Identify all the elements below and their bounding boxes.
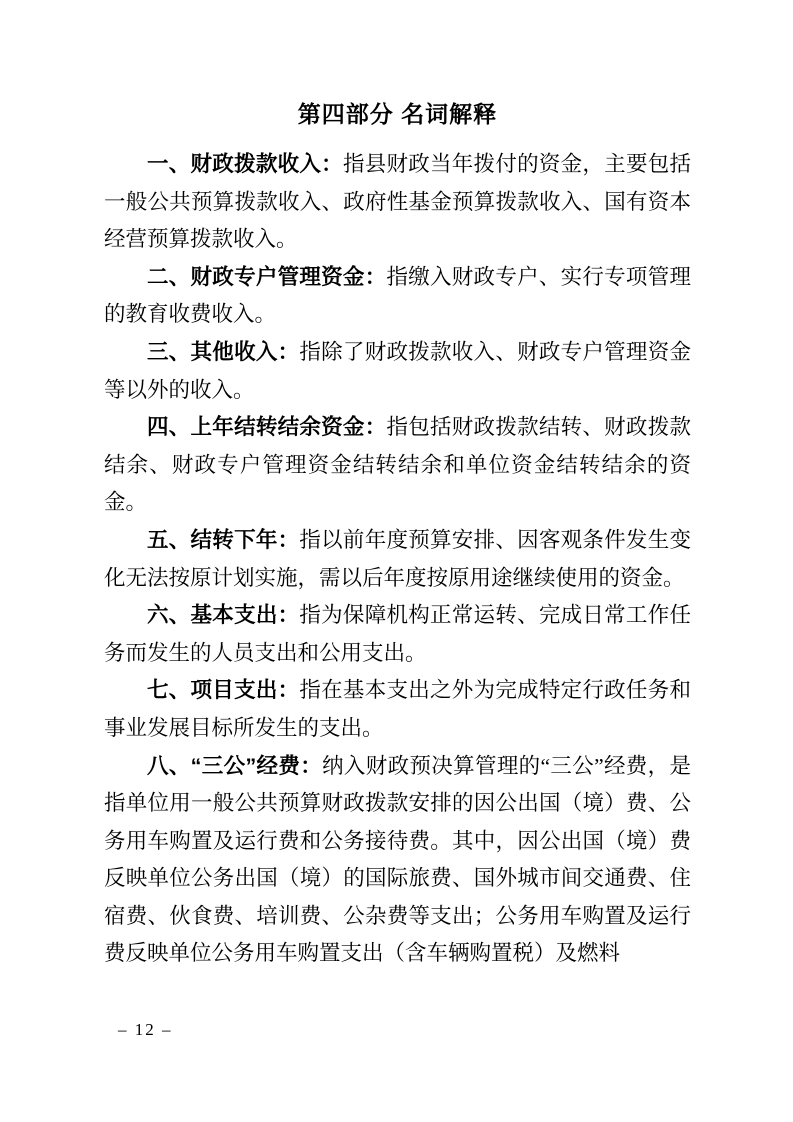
term-paragraph-4 xyxy=(104,409,691,522)
term-definition-1: 指县财政当年拨付的资金，主要包括一般公共预算拨款收入、政府性基金预算拨款收入、国有资本经营预算拨款收入。 xyxy=(104,152,691,252)
term-paragraph-3 xyxy=(104,334,691,409)
term-paragraph-8 xyxy=(104,748,691,974)
term-paragraph-6 xyxy=(104,597,691,672)
term-definition-7: 指在基本支出之外为完成特定行政任务和事业发展目标所发生的支出。 xyxy=(104,678,691,740)
term-paragraph-5 xyxy=(104,522,691,597)
term-definition-3: 指除了财政拨款收入、财政专户管理资金等以外的收入。 xyxy=(104,339,691,402)
term-paragraph-7 xyxy=(104,672,691,747)
term-label-5: 五、结转下年： xyxy=(147,527,300,552)
term-label-4: 四、上年结转结余资金： xyxy=(147,415,387,440)
term-definition-8: 纳入财政预决算管理的“三公”经费，是指单位用一般公共预算财政拨款安排的因公出国（境）费、公务用车购置及运行费和公务接待费。其中，因公出国（境）费反映单位公务出国（境）的国际旅费、国外城市间交通费、住宿费、伙食费、培训费、公杂费等支出；公务用车购置及运行费反映单位公务用车购置支出（含车辆购置税）及燃料 xyxy=(104,753,691,966)
term-label-6: 六、基本支出： xyxy=(147,603,300,628)
page-number: – 12 – xyxy=(118,1020,173,1039)
term-definition-5: 指以前年度预算安排、因客观条件发生变化无法按原计划实施，需以后年度按原用途继续使用的资金。 xyxy=(104,527,691,590)
term-paragraph-2 xyxy=(104,259,691,334)
term-definition-2: 指缴入财政专户、实行专项管理的教育收费收入。 xyxy=(104,264,691,327)
page-title: 第四部分 名词解释 xyxy=(297,101,498,127)
document-content xyxy=(104,99,691,973)
term-definition-6: 指为保障机构正常运转、完成日常工作任务而发生的人员支出和公用支出。 xyxy=(104,603,691,665)
term-label-7: 七、项目支出： xyxy=(147,678,300,703)
term-label-1: 一、财政拨款收入： xyxy=(147,152,343,176)
term-paragraph-1 xyxy=(104,146,691,259)
term-label-3: 三、其他收入： xyxy=(147,339,300,364)
term-label-2: 二、财政专户管理资金： xyxy=(147,264,387,289)
term-definition-4: 指包括财政拨款结转、财政拨款结余、财政专户管理资金结转结余和单位资金结转结余的资金。 xyxy=(104,415,691,515)
term-label-8: 八、“三公”经费： xyxy=(147,753,323,778)
